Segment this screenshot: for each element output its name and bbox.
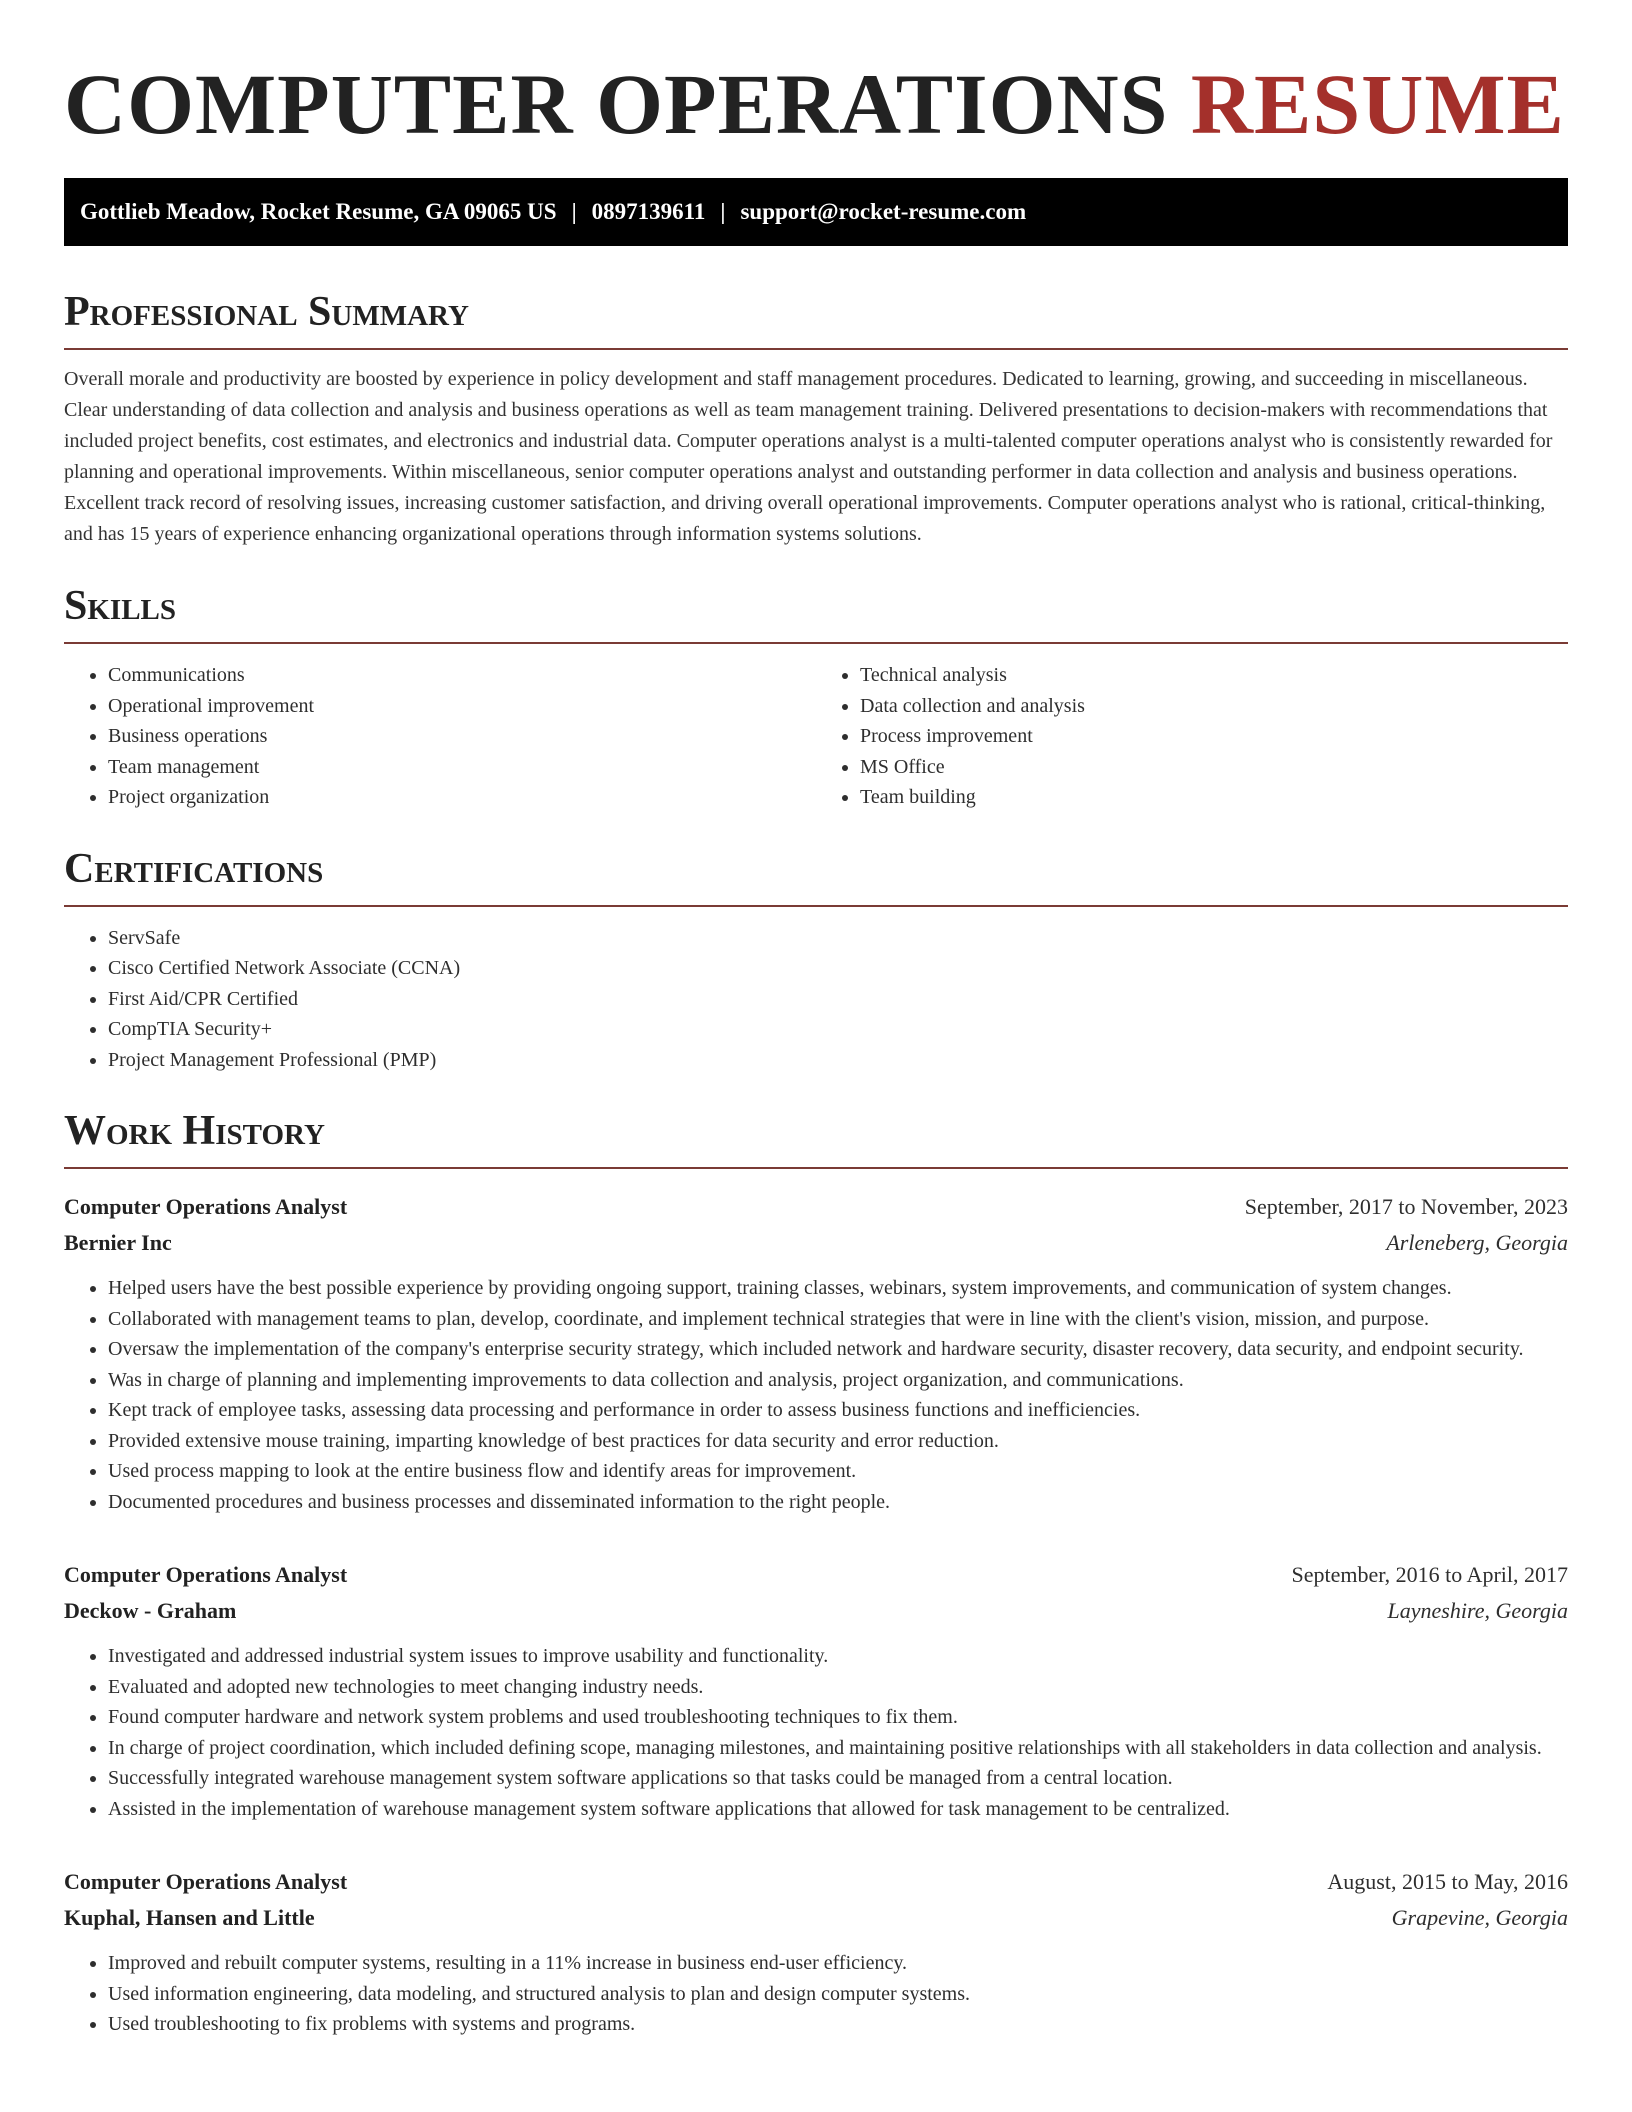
job-header-row (64, 1189, 1568, 1225)
job-bullet: • Was in charge of planning and implementing improvements to data collection and analysis, project organization, and communications. (108, 1365, 1568, 1396)
job-bullet: • Oversaw the implementation of the company's enterprise security strategy, which included network and hardware security, disaster recovery, data security, and endpoint security. (108, 1334, 1568, 1365)
contact-email[interactable]: support@rocket-resume.com (740, 199, 1027, 224)
job-entry (64, 1189, 1568, 1517)
job-company: Kuphal, Hansen and Little (64, 1905, 315, 1930)
section-heading-work-history: Work History (64, 1105, 1568, 1169)
job-bullet: • Found computer hardware and network system problems and used troubleshooting techniques to fix them. (108, 1702, 1568, 1733)
job-bullet: • Used troubleshooting to fix problems with systems and programs. (108, 2009, 1568, 2040)
job-bullet: • In charge of project coordination, which included defining scope, managing milestones, and maintaining positive relationships with all stakeholders in data collection and analysis. (108, 1733, 1568, 1764)
job-bullet: • Used information engineering, data modeling, and structured analysis to plan and design computer systems. (108, 1979, 1568, 2010)
certification-item: • CompTIA Security+ (108, 1014, 1568, 1045)
job-bullets (64, 1641, 1568, 1824)
section-heading-certifications: Certifications (64, 843, 1568, 907)
job-location: Layneshire, Georgia (1387, 1598, 1568, 1623)
skill-item: • Process improvement (860, 721, 1568, 752)
skills-list-right (816, 660, 1568, 813)
skills-section (64, 580, 1568, 813)
job-entry (64, 1864, 1568, 2040)
job-title: Computer Operations Analyst (64, 1194, 348, 1219)
job-dates: August, 2015 to May, 2016 (1327, 1869, 1568, 1894)
skill-item: • Data collection and analysis (860, 691, 1568, 722)
certifications-section (64, 843, 1568, 1076)
skill-item: • Team building (860, 782, 1568, 813)
contact-separator: | (571, 199, 577, 224)
work-history-section (64, 1105, 1568, 2040)
contact-phone: 0897139611 (591, 199, 706, 224)
job-bullet: • Successfully integrated warehouse management system software applications so that tasks could be managed from a central location. (108, 1763, 1568, 1794)
job-dates: September, 2016 to April, 2017 (1291, 1562, 1568, 1587)
skill-item: • Operational improvement (108, 691, 816, 722)
job-bullets (64, 1273, 1568, 1517)
skills-list-left (64, 660, 816, 813)
job-bullets (64, 1948, 1568, 2040)
contact-address: Gottlieb Meadow, Rocket Resume, GA 09065 US (80, 199, 557, 224)
job-bullet: • Investigated and addressed industrial system issues to improve usability and functionality. (108, 1641, 1568, 1672)
certification-item: • ServSafe (108, 923, 1568, 954)
job-bullet: • Used process mapping to look at the entire business flow and identify areas for improvement. (108, 1456, 1568, 1487)
job-company-row (64, 1900, 1568, 1936)
job-bullet: • Improved and rebuilt computer systems, resulting in a 11% increase in business end-user efficiency. (108, 1948, 1568, 1979)
job-entry (64, 1557, 1568, 1824)
certification-item: • First Aid/CPR Certified (108, 984, 1568, 1015)
title-main: COMPUTER OPERATIONS (64, 56, 1169, 152)
job-company: Bernier Inc (64, 1230, 172, 1255)
skill-item: • Team management (108, 752, 816, 783)
job-title: Computer Operations Analyst (64, 1562, 348, 1587)
job-location: Arleneberg, Georgia (1386, 1230, 1568, 1255)
contact-separator: | (720, 199, 726, 224)
job-company-row (64, 1593, 1568, 1629)
skill-item: • MS Office (860, 752, 1568, 783)
resume-title (64, 56, 1568, 152)
job-dates: September, 2017 to November, 2023 (1244, 1194, 1568, 1219)
title-accent: RESUME (1190, 56, 1565, 152)
job-bullet: • Helped users have the best possible experience by providing ongoing support, training classes, webinars, system improvements, and communication of system changes. (108, 1273, 1568, 1304)
certification-item: • Project Management Professional (PMP) (108, 1045, 1568, 1076)
job-bullet: • Assisted in the implementation of warehouse management system software applications that allowed for task management to be centralized. (108, 1794, 1568, 1825)
skill-item: • Project organization (108, 782, 816, 813)
certifications-list (64, 923, 1568, 1076)
skill-item: • Business operations (108, 721, 816, 752)
job-header-row (64, 1557, 1568, 1593)
certification-item: • Cisco Certified Network Associate (CCNA) (108, 953, 1568, 984)
skill-item: • Technical analysis (860, 660, 1568, 691)
professional-summary-section (64, 286, 1568, 550)
contact-bar (64, 178, 1568, 246)
job-header-row (64, 1864, 1568, 1900)
section-heading-skills: Skills (64, 580, 1568, 644)
job-bullet: • Evaluated and adopted new technologies to meet changing industry needs. (108, 1672, 1568, 1703)
job-location: Grapevine, Georgia (1391, 1905, 1568, 1930)
skills-grid (64, 660, 1568, 813)
skill-item: • Communications (108, 660, 816, 691)
job-bullet: • Collaborated with management teams to plan, develop, coordinate, and implement technical strategies that were in line with the client's vision, mission, and purpose. (108, 1304, 1568, 1335)
section-heading-summary: Professional Summary (64, 286, 1568, 350)
job-company-row (64, 1225, 1568, 1261)
summary-text: Overall morale and productivity are boosted by experience in policy development and staff management procedures. Dedicated to learning, growing, and succeeding in miscellaneous. Clear understanding of data collection and analysis and business operations as well as team management training. Delivered presentations to decision-makers with recommendations that included project benefits, cost estimates, and electronics and industrial data. Computer operations analyst is a multi-talented computer operations analyst who is consistently rewarded for planning and operational improvements. Within miscellaneous, senior computer operations analyst and outstanding performer in data collection and analysis and business operations. Excellent track record of resolving issues, increasing customer satisfaction, and driving overall operational improvements. Computer operations analyst who is rational, critical-thinking, and has 15 years of experience enhancing organizational operations through information systems solutions. (64, 368, 1553, 545)
job-bullet: • Documented procedures and business processes and disseminated information to the right people. (108, 1487, 1568, 1518)
job-bullet: • Provided extensive mouse training, imparting knowledge of best practices for data security and error reduction. (108, 1426, 1568, 1457)
job-bullet: • Kept track of employee tasks, assessing data processing and performance in order to assess business functions and inefficiencies. (108, 1395, 1568, 1426)
job-title: Computer Operations Analyst (64, 1869, 348, 1894)
job-company: Deckow - Graham (64, 1598, 237, 1623)
